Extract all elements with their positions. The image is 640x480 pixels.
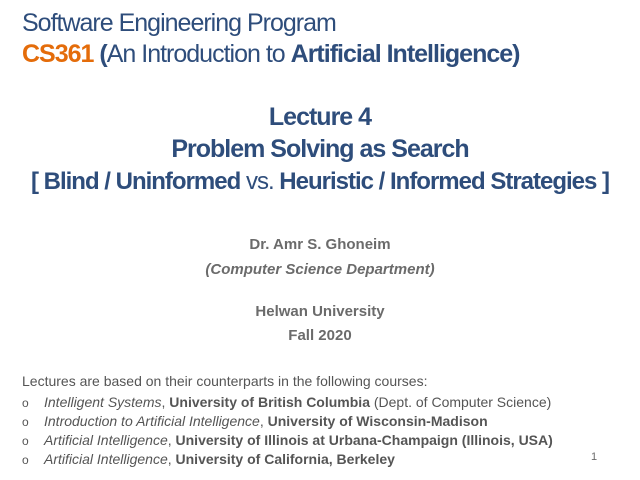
course-ai-text: Artificial Intelligence (290, 40, 513, 68)
bullet-icon: o (22, 434, 29, 448)
course-name: Intelligent Systems (44, 394, 162, 410)
course-intro-text: An Introduction to (106, 40, 291, 68)
institution-name: University of British Columbia (169, 394, 370, 410)
separator: , (161, 394, 170, 410)
lecture-subtitle (0, 168, 640, 196)
author-department: (Computer Science Department) (205, 261, 435, 278)
author-name: Dr. Amr S. Ghoneim (249, 236, 391, 253)
lecture-title: Problem Solving as Search (171, 135, 469, 163)
separator: , (167, 451, 176, 467)
course-name: Artificial Intelligence (44, 432, 168, 448)
lecture-number: Lecture 4 (268, 103, 372, 131)
course-close-paren: ) (512, 40, 520, 68)
course-name: Artificial Intelligence (44, 451, 168, 467)
separator: , (259, 413, 268, 429)
page-number: 1 (591, 451, 598, 463)
course-open-paren: ( (99, 40, 107, 68)
institution-name: University of Illinois at Urbana-Champaign (Illinois, USA) (175, 432, 553, 448)
institution-name: University of California, Berkeley (175, 451, 395, 467)
subtitle-vs: vs. (245, 168, 274, 195)
separator: , (167, 432, 176, 448)
list-item (22, 412, 553, 431)
based-on-text: Lectures are based on their counterparts in the following courses: (22, 373, 428, 389)
university-name: Helwan University (255, 303, 385, 320)
bullet-icon: o (22, 415, 29, 429)
list-item (22, 431, 553, 450)
course-name: Introduction to Artificial Intelligence (44, 413, 260, 429)
course-heading (22, 40, 519, 69)
course-code: CS361 (22, 40, 94, 68)
list-item (22, 450, 553, 469)
list-item (22, 393, 553, 412)
term: Fall 2020 (288, 327, 352, 344)
subtitle-blind: [ Blind / Uninformed (30, 168, 241, 195)
institution-extra: (Dept. of Computer Science) (369, 394, 552, 410)
course-list (22, 393, 553, 469)
program-heading: Software Engineering Program (22, 9, 336, 37)
bullet-icon: o (22, 396, 29, 410)
subtitle-heuristic: Heuristic / Informed Strategies ] (279, 168, 610, 195)
bullet-icon: o (22, 453, 29, 467)
institution-name: University of Wisconsin-Madison (267, 413, 488, 429)
